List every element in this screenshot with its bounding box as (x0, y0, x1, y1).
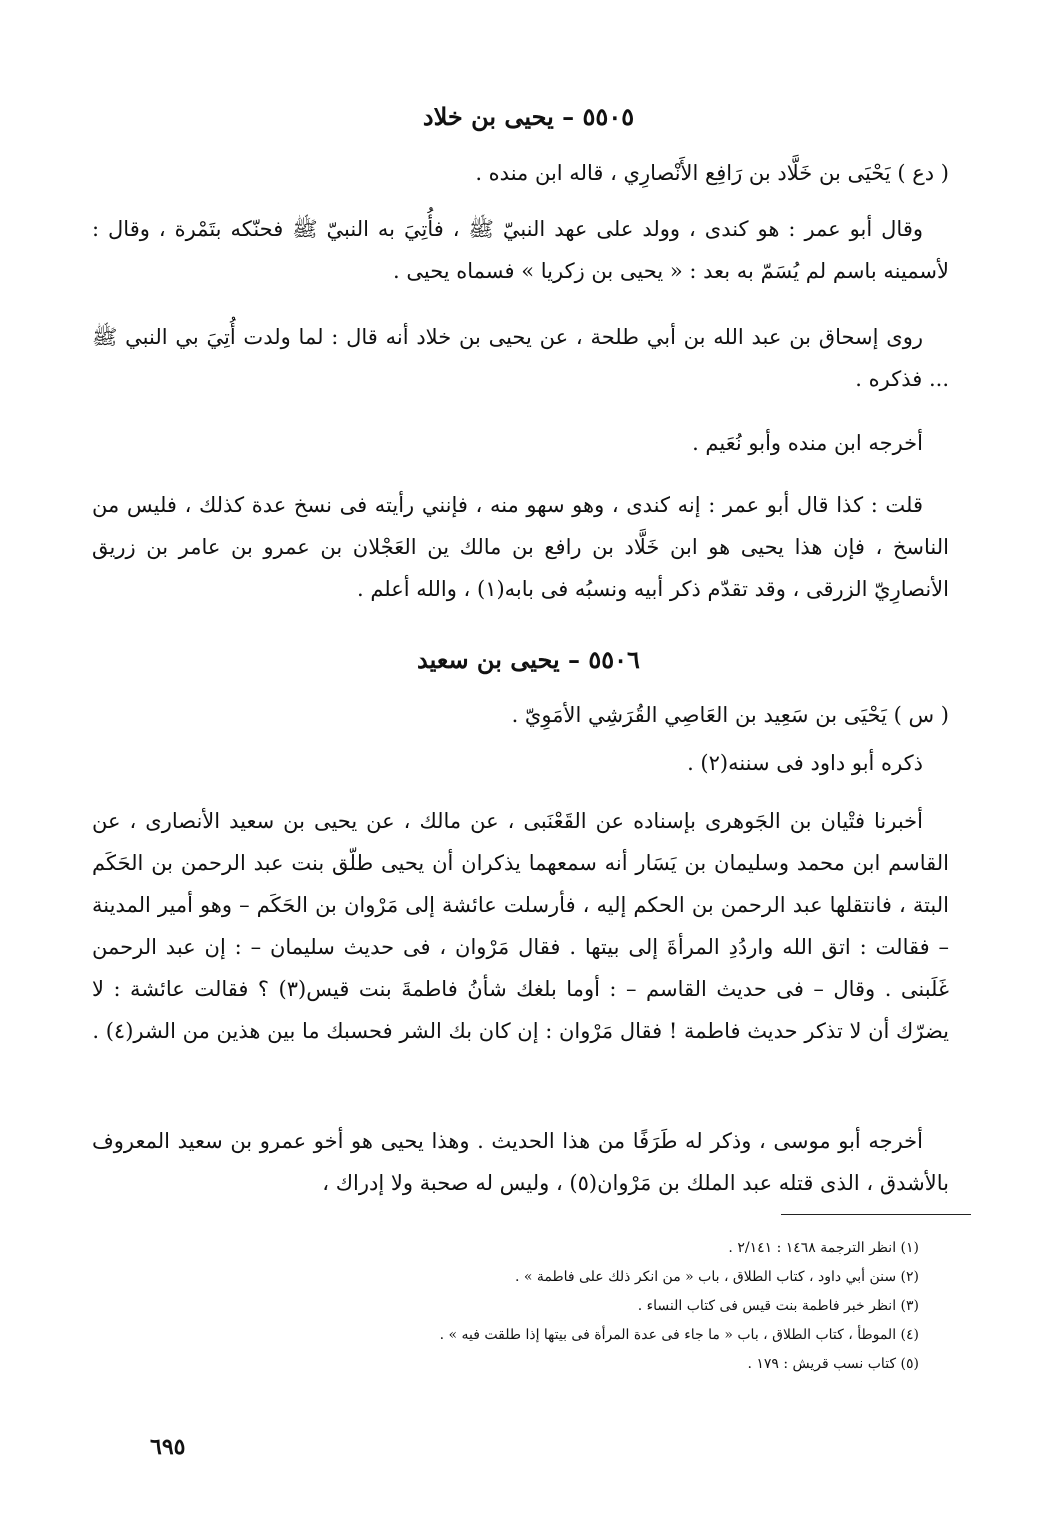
entry-title: ٥٥٠٥ – يحيى بن خلاد (422, 102, 635, 131)
entry-title: ٥٥٠٦ – يحيى بن سعيد (417, 645, 640, 674)
entry-paragraph: وقال أبو عمر : هو كندى ، وولد على عهد النبيّ ﷺ ، فأُتِيَ به النبيّ ﷺ فحنّكه بتَمْرة ، وقال : لأسمينه باسم لم يُسَمّ به بعد : « يحيى بن زكريا » فسماه يحيى . (92, 217, 949, 283)
page-number: ٦٩٥ (150, 1434, 186, 1460)
footnote: (٥) كتاب نسب قريش : ١٧٩ . (747, 1356, 919, 1372)
entry-paragraph: أخبرنا فتْيان بن الجَوهرى بإسناده عن القَعْنَبى ، عن مالك ، عن يحيى بن سعيد الأنصارى ، عن القاسم ابن محمد وسليمان بن يَسَار أنه سمعهما يذكران أن يحيى طلّق بنت عبد الرحمن بن الحَكَم البتة ، فانتقلها عبد الرحمن بن الحكم إليه ، فأرسلت عائشة إلى مَرْوان بن الحَكَم – وهو أمير المدينة – فقالت : اتق الله واردُدِ المرأةَ إلى بيتها . فقال مَرْوان ، فى حديث سليمان – : إن عبد الرحمن غَلَبنى . وقال – فى حديث القاسم – : أوما بلغك شأنُ فاطمةَ بنت قيس(٣) ؟ فقالت عائشة : لا يضرّك أن لا تذكر حديث فاطمة ! فقال مَرْوان : إن كان بك الشر فحسبك ما بين هذين من الشر(٤) . (92, 809, 949, 1043)
entry-paragraph: أخرجه أبو موسى ، وذكر له طَرَفًا من هذا الحديث . وهذا يحيى هو أخو عمرو بن سعيد المعروف بالأشدق ، الذى قتله عبد الملك بن مَرْوان(٥) ، وليس له صحبة ولا إدراك ، (92, 1129, 949, 1195)
footnote: (٣) انظر خبر فاطمة بنت قيس فى كتاب النساء . (637, 1298, 919, 1314)
entry-paragraph: ذكره أبو داود فى سننه(٢) . (687, 751, 923, 775)
entry-paragraph: ( دع ) يَحْيَى بن خَلَّاد بن رَافِع الأَنْصارِي ، قاله ابن منده . (475, 161, 949, 185)
footnote: (٤) الموطأ ، كتاب الطلاق ، باب « ما جاء فى عدة المرأة فى بيتها إذا طلقت فيه » . (439, 1327, 919, 1343)
footnote: (٢) سنن أبي داود ، كتاب الطلاق ، باب « من انكر ذلك على فاطمة » . (514, 1269, 919, 1285)
entry-paragraph: أخرجه ابن منده وأبو نُعَيم . (692, 431, 923, 455)
entry-paragraph: ( س ) يَحْيَى بن سَعِيد بن العَاصِي القُرَشِي الأمَوِيّ . (511, 703, 949, 727)
footnotes (92, 1234, 949, 1379)
footnote: (١) انظر الترجمة ١٤٦٨ : ٢/١٤١ . (728, 1240, 919, 1256)
footnote-divider (781, 1214, 971, 1215)
entry-paragraph: روى إسحاق بن عبد الله بن أبي طلحة ، عن يحيى بن خلاد أنه قال : لما ولدت أُتِيَ بي النبي ﷺ ... فذكره . (92, 325, 949, 391)
entry-paragraph: قلت : كذا قال أبو عمر : إنه كندى ، وهو سهو منه ، فإنني رأيته فى نسخ عدة كذلك ، فليس من الناسخ ، فإن هذا يحيى هو ابن خَلَّاد بن رافع بن مالك ين العَجْلان بن عمرو بن عامر بن زريق الأنصارِيّ الزرقى ، وقد تقدّم ذكر أبيه ونسبُه فى بابه(١) ، والله أعلم . (92, 493, 949, 601)
